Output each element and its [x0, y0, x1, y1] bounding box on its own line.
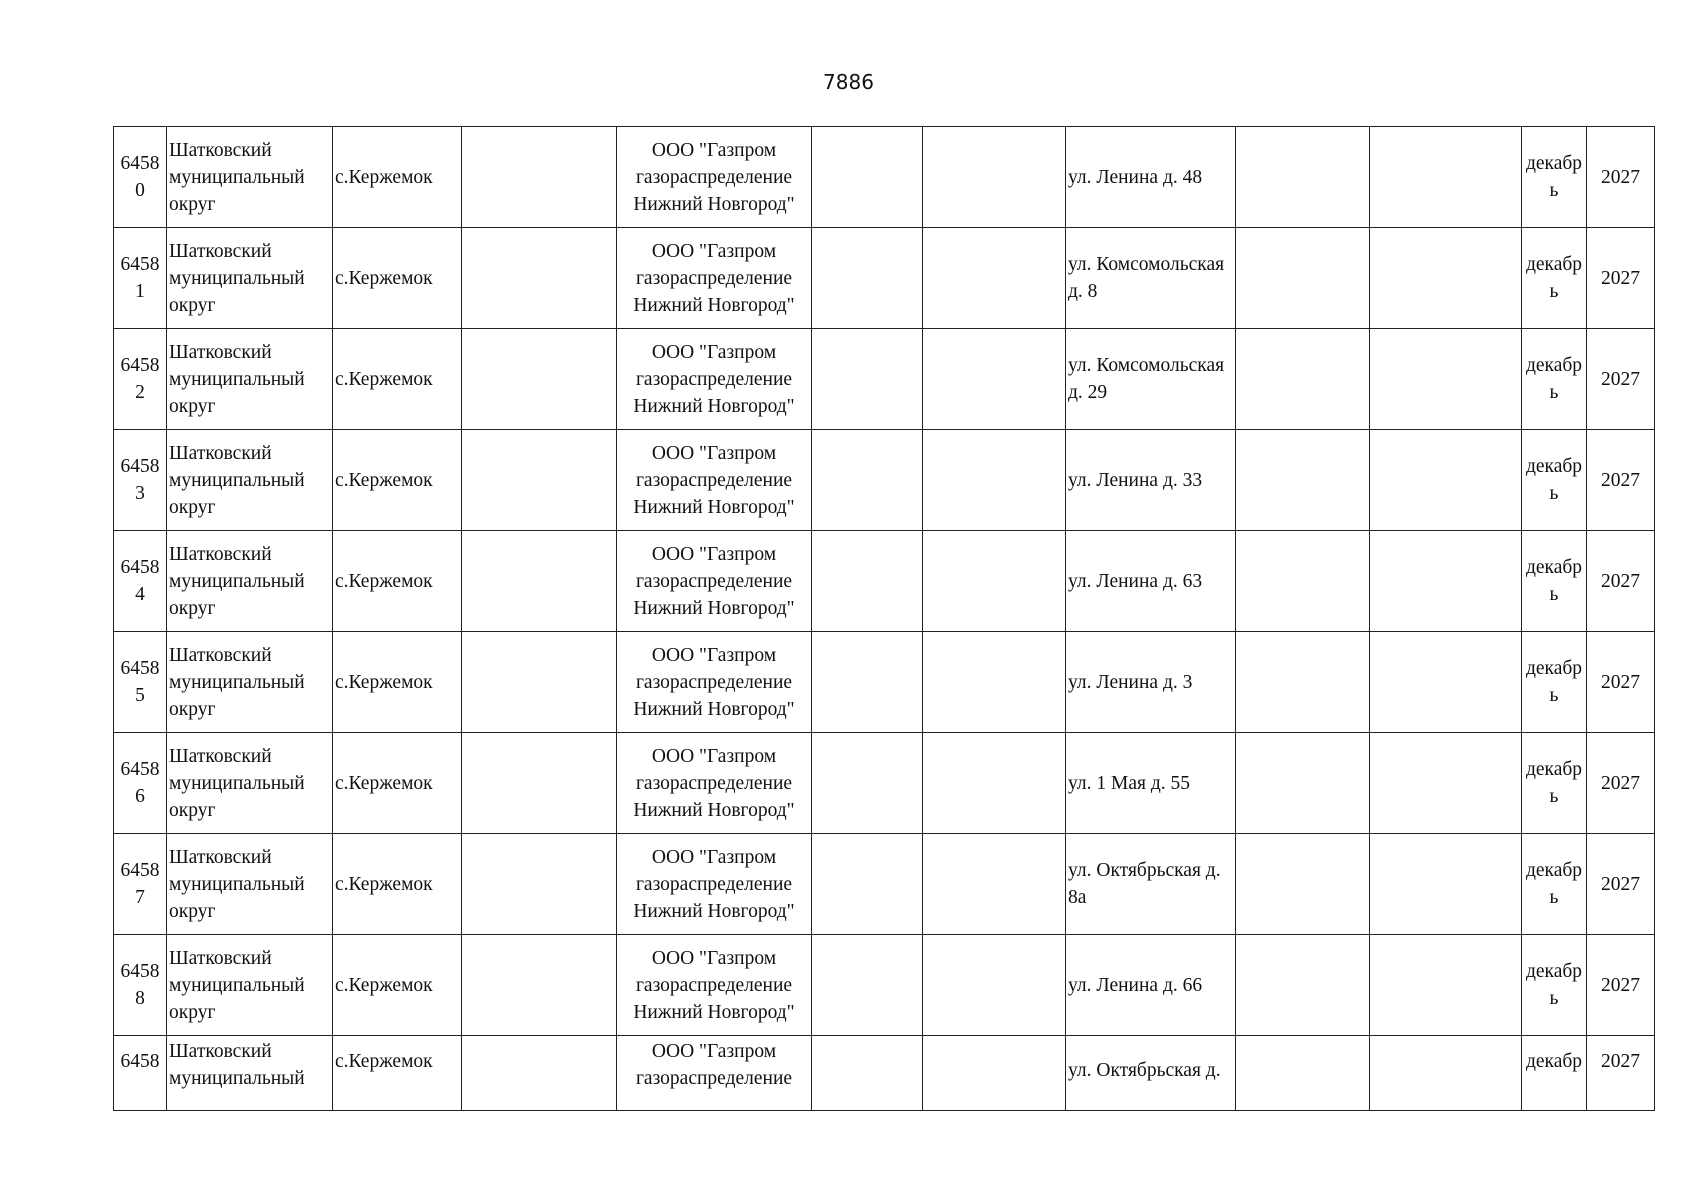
organization-text: ООО "Газпром газораспределение Нижний Новгород": [633, 745, 795, 821]
organization-cell: [617, 834, 812, 935]
empty-cell: [1236, 430, 1370, 531]
empty-cell: [462, 329, 617, 430]
year-cell: [1587, 228, 1655, 329]
organization-cell: [617, 531, 812, 632]
year-cell: [1587, 1036, 1655, 1111]
empty-cell: [1236, 935, 1370, 1036]
organization-text: ООО "Газпром газораспределение: [635, 1041, 793, 1089]
row-number-text: 6458 5: [120, 658, 160, 706]
month-text: декабр ь: [1525, 456, 1583, 504]
year-cell: [1587, 935, 1655, 1036]
address-cell: [1066, 127, 1236, 228]
empty-cell: [923, 531, 1066, 632]
empty-cell: [812, 127, 923, 228]
row-number-text: 6458 7: [120, 860, 160, 908]
table-row: [114, 1036, 1655, 1111]
district-text: Шатковский муниципальный: [169, 1041, 305, 1089]
district-text: Шатковский муниципальный округ: [169, 341, 305, 417]
address-cell: [1066, 935, 1236, 1036]
month-cell: [1522, 834, 1587, 935]
year-cell: [1587, 430, 1655, 531]
month-cell: [1522, 127, 1587, 228]
year-cell: [1587, 733, 1655, 834]
year-text: 2027: [1601, 772, 1640, 794]
empty-cell: [923, 430, 1066, 531]
row-number-text: 6458 8: [120, 961, 160, 1009]
district-cell: [167, 531, 333, 632]
organization-cell: [617, 329, 812, 430]
empty-cell: [462, 935, 617, 1036]
empty-cell: [923, 329, 1066, 430]
year-cell: [1587, 531, 1655, 632]
year-text: 2027: [1601, 570, 1640, 592]
empty-cell: [812, 430, 923, 531]
address-text: ул. Комсомольская д. 29: [1068, 355, 1225, 403]
empty-cell: [1236, 1036, 1370, 1111]
district-cell: [167, 127, 333, 228]
year-text: 2027: [1601, 671, 1640, 693]
village-cell: [333, 632, 462, 733]
district-cell: [167, 1036, 333, 1111]
organization-text: ООО "Газпром газораспределение Нижний Новгород": [633, 341, 795, 417]
month-cell: [1522, 733, 1587, 834]
village-cell: [333, 935, 462, 1036]
empty-cell: [1236, 127, 1370, 228]
organization-text: ООО "Газпром газораспределение Нижний Новгород": [633, 139, 795, 215]
district-text: Шатковский муниципальный округ: [169, 947, 305, 1023]
empty-cell: [1370, 531, 1522, 632]
table-row: [114, 834, 1655, 935]
month-cell: [1522, 1036, 1587, 1111]
empty-cell: [1370, 329, 1522, 430]
organization-cell: [617, 733, 812, 834]
empty-cell: [923, 834, 1066, 935]
empty-cell: [1236, 834, 1370, 935]
village-cell: [333, 127, 462, 228]
empty-cell: [462, 127, 617, 228]
address-text: ул. Октябрьская д. 8а: [1068, 860, 1221, 908]
empty-cell: [1370, 1036, 1522, 1111]
empty-cell: [462, 632, 617, 733]
month-text: декабр ь: [1525, 254, 1583, 302]
table-row: [114, 632, 1655, 733]
month-text: декабр ь: [1525, 153, 1583, 201]
row-number-cell: [114, 228, 167, 329]
row-number-text: 6458 0: [120, 153, 160, 201]
year-cell: [1587, 329, 1655, 430]
year-cell: [1587, 632, 1655, 733]
district-text: Шатковский муниципальный округ: [169, 240, 305, 316]
empty-cell: [812, 1036, 923, 1111]
address-text: ул. Ленина д. 3: [1068, 671, 1193, 693]
empty-cell: [923, 632, 1066, 733]
empty-cell: [812, 228, 923, 329]
village-text: с.Кержемок: [335, 671, 433, 693]
month-text: декабр: [1525, 1051, 1583, 1072]
district-cell: [167, 733, 333, 834]
row-number-cell: [114, 1036, 167, 1111]
empty-cell: [923, 733, 1066, 834]
village-cell: [333, 531, 462, 632]
district-text: Шатковский муниципальный округ: [169, 543, 305, 619]
year-cell: [1587, 127, 1655, 228]
year-text: 2027: [1601, 267, 1640, 289]
table-row: [114, 329, 1655, 430]
empty-cell: [1370, 430, 1522, 531]
address-cell: [1066, 430, 1236, 531]
row-number-text: 6458 2: [120, 355, 160, 403]
page-number: 7886: [823, 70, 874, 94]
village-cell: [333, 228, 462, 329]
village-text: с.Кержемок: [335, 368, 433, 390]
month-cell: [1522, 531, 1587, 632]
empty-cell: [923, 935, 1066, 1036]
organization-text: ООО "Газпром газораспределение Нижний Новгород": [633, 543, 795, 619]
table-row: [114, 228, 1655, 329]
table-row: [114, 127, 1655, 228]
village-text: с.Кержемок: [335, 772, 433, 794]
organization-cell: [617, 228, 812, 329]
empty-cell: [812, 733, 923, 834]
row-number-text: 6458: [120, 1051, 160, 1072]
organization-cell: [617, 430, 812, 531]
month-cell: [1522, 935, 1587, 1036]
empty-cell: [923, 228, 1066, 329]
empty-cell: [462, 430, 617, 531]
row-number-text: 6458 3: [120, 456, 160, 504]
empty-cell: [1370, 127, 1522, 228]
organization-cell: [617, 632, 812, 733]
district-cell: [167, 329, 333, 430]
address-text: ул. Ленина д. 66: [1068, 974, 1203, 996]
address-cell: [1066, 834, 1236, 935]
month-text: декабр ь: [1525, 557, 1583, 605]
district-text: Шатковский муниципальный округ: [169, 644, 305, 720]
empty-cell: [1370, 228, 1522, 329]
row-number-cell: [114, 632, 167, 733]
row-number-cell: [114, 935, 167, 1036]
empty-cell: [923, 127, 1066, 228]
organization-text: ООО "Газпром газораспределение Нижний Новгород": [633, 240, 795, 316]
month-cell: [1522, 329, 1587, 430]
district-cell: [167, 935, 333, 1036]
month-text: декабр ь: [1525, 961, 1583, 1009]
empty-cell: [1370, 834, 1522, 935]
empty-cell: [462, 228, 617, 329]
month-text: декабр ь: [1525, 658, 1583, 706]
district-text: Шатковский муниципальный округ: [169, 745, 305, 821]
organization-cell: [617, 127, 812, 228]
year-text: 2027: [1601, 368, 1640, 390]
year-text: 2027: [1601, 1051, 1640, 1072]
organization-text: ООО "Газпром газораспределение Нижний Новгород": [633, 644, 795, 720]
row-number-text: 6458 6: [120, 759, 160, 807]
row-number-cell: [114, 733, 167, 834]
district-cell: [167, 834, 333, 935]
empty-cell: [812, 531, 923, 632]
year-text: 2027: [1601, 166, 1640, 188]
table-row: [114, 733, 1655, 834]
empty-cell: [923, 1036, 1066, 1111]
month-cell: [1522, 430, 1587, 531]
empty-cell: [812, 935, 923, 1036]
address-cell: [1066, 632, 1236, 733]
village-cell: [333, 1036, 462, 1111]
organization-text: ООО "Газпром газораспределение Нижний Новгород": [633, 947, 795, 1023]
month-cell: [1522, 632, 1587, 733]
district-text: Шатковский муниципальный округ: [169, 846, 305, 922]
village-text: с.Кержемок: [335, 570, 433, 592]
address-cell: [1066, 228, 1236, 329]
district-cell: [167, 228, 333, 329]
address-text: ул. Октябрьская д.: [1068, 1060, 1221, 1081]
row-number-text: 6458 4: [120, 557, 160, 605]
village-cell: [333, 430, 462, 531]
empty-cell: [1370, 935, 1522, 1036]
table-row: [114, 430, 1655, 531]
month-text: декабр ь: [1525, 355, 1583, 403]
empty-cell: [462, 1036, 617, 1111]
empty-cell: [812, 329, 923, 430]
year-text: 2027: [1601, 469, 1640, 491]
empty-cell: [462, 531, 617, 632]
district-cell: [167, 632, 333, 733]
month-cell: [1522, 228, 1587, 329]
district-text: Шатковский муниципальный округ: [169, 139, 305, 215]
row-number-cell: [114, 430, 167, 531]
village-text: с.Кержемок: [335, 1051, 433, 1072]
register-table: [113, 126, 1655, 1111]
month-text: декабр ь: [1525, 759, 1583, 807]
empty-cell: [1370, 733, 1522, 834]
register-body: [114, 127, 1655, 1111]
year-cell: [1587, 834, 1655, 935]
district-text: Шатковский муниципальный округ: [169, 442, 305, 518]
row-number-text: 6458 1: [120, 254, 160, 302]
village-text: с.Кержемок: [335, 267, 433, 289]
year-text: 2027: [1601, 873, 1640, 895]
village-cell: [333, 329, 462, 430]
district-cell: [167, 430, 333, 531]
address-cell: [1066, 531, 1236, 632]
row-number-cell: [114, 834, 167, 935]
year-text: 2027: [1601, 974, 1640, 996]
table-row: [114, 531, 1655, 632]
empty-cell: [462, 733, 617, 834]
village-text: с.Кержемок: [335, 873, 433, 895]
village-text: с.Кержемок: [335, 166, 433, 188]
organization-cell: [617, 1036, 812, 1111]
row-number-cell: [114, 329, 167, 430]
empty-cell: [1236, 632, 1370, 733]
address-text: ул. Комсомольская д. 8: [1068, 254, 1225, 302]
address-cell: [1066, 329, 1236, 430]
row-number-cell: [114, 127, 167, 228]
organization-text: ООО "Газпром газораспределение Нижний Новгород": [633, 846, 795, 922]
organization-cell: [617, 935, 812, 1036]
address-cell: [1066, 1036, 1236, 1111]
empty-cell: [1236, 531, 1370, 632]
empty-cell: [1236, 329, 1370, 430]
address-text: ул. Ленина д. 48: [1068, 166, 1203, 188]
organization-text: ООО "Газпром газораспределение Нижний Новгород": [633, 442, 795, 518]
empty-cell: [812, 632, 923, 733]
village-cell: [333, 733, 462, 834]
address-text: ул. 1 Мая д. 55: [1068, 772, 1191, 794]
village-text: с.Кержемок: [335, 974, 433, 996]
empty-cell: [1236, 733, 1370, 834]
village-text: с.Кержемок: [335, 469, 433, 491]
row-number-cell: [114, 531, 167, 632]
address-text: ул. Ленина д. 33: [1068, 469, 1203, 491]
empty-cell: [462, 834, 617, 935]
empty-cell: [1236, 228, 1370, 329]
village-cell: [333, 834, 462, 935]
table-row: [114, 935, 1655, 1036]
address-cell: [1066, 733, 1236, 834]
month-text: декабр ь: [1525, 860, 1583, 908]
address-text: ул. Ленина д. 63: [1068, 570, 1203, 592]
empty-cell: [1370, 632, 1522, 733]
empty-cell: [812, 834, 923, 935]
